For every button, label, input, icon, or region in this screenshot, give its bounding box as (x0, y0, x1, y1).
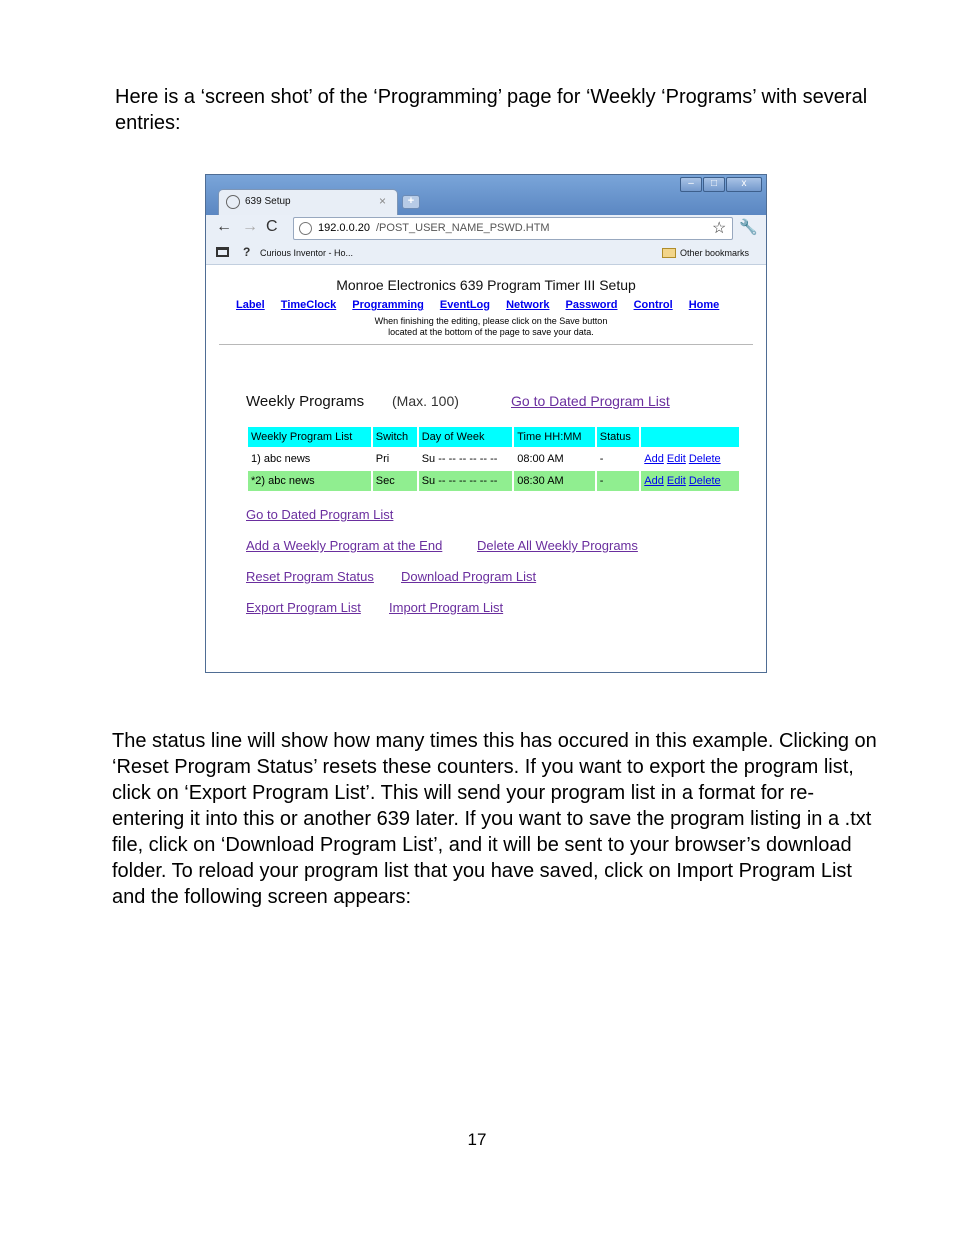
download-program-list-link[interactable]: Download Program List (401, 569, 537, 584)
tab-title: 639 Setup (245, 196, 291, 207)
cell-time: 08:30 AM (514, 471, 595, 491)
nav-network[interactable]: Network (506, 299, 550, 311)
cell-time: 08:00 AM (514, 449, 595, 469)
reset-program-status-link[interactable]: Reset Program Status (246, 569, 374, 584)
delete-link[interactable]: Delete (688, 453, 721, 465)
site-nav (236, 299, 719, 311)
wrench-icon[interactable]: 🔧 (739, 219, 758, 236)
col-header-actions (641, 427, 739, 447)
delete-all-weekly-link[interactable]: Delete All Weekly Programs (477, 538, 638, 553)
bookmarks-bar (206, 243, 766, 265)
cell-actions (641, 449, 739, 469)
browser-tab[interactable] (218, 189, 398, 215)
col-header-day: Day of Week (419, 427, 513, 447)
back-arrow-icon[interactable]: ← (216, 218, 232, 235)
cell-days: Su -- -- -- -- -- -- (419, 449, 513, 469)
minimize-button[interactable]: – (680, 177, 702, 192)
table-row (248, 471, 739, 491)
url-host: 192.0.0.20 (318, 222, 370, 234)
goto-dated-link[interactable]: Go to Dated Program List (246, 507, 394, 522)
goto-dated-link-top[interactable]: Go to Dated Program List (511, 393, 670, 409)
cell-switch: Pri (373, 449, 417, 469)
add-weekly-program-link[interactable]: Add a Weekly Program at the End (246, 538, 443, 553)
save-note-line1: When finishing the editing, please click on the Save button (374, 316, 608, 326)
page-title: Monroe Electronics 639 Program Timer III Setup (336, 277, 636, 293)
col-header-status: Status (597, 427, 640, 447)
delete-link[interactable]: Delete (688, 475, 721, 487)
browser-window (205, 174, 767, 673)
tab-close-icon[interactable]: × (379, 194, 387, 208)
folder-icon (662, 248, 676, 258)
page-number: 17 (467, 1130, 487, 1149)
cell-status: - (597, 471, 640, 491)
export-program-list-link[interactable]: Export Program List (246, 600, 361, 615)
edit-link[interactable]: Edit (666, 453, 686, 465)
nav-home[interactable]: Home (688, 299, 720, 311)
intro-paragraph: Here is a ‘screen shot’ of the ‘Programming’ page for ‘Weekly ‘Programs’ with several entries: (115, 86, 868, 134)
globe-icon (226, 195, 240, 209)
col-header-program: Weekly Program List (248, 427, 371, 447)
cell-program: 1) abc news (248, 449, 371, 469)
close-window-button[interactable]: x (726, 177, 762, 192)
table-header-row (248, 427, 739, 447)
help-icon: ? (243, 245, 251, 259)
table-row (248, 449, 739, 469)
cell-switch: Sec (373, 471, 417, 491)
new-tab-button[interactable]: + (402, 195, 420, 209)
cell-days: Su -- -- -- -- -- -- (419, 471, 513, 491)
nav-password[interactable]: Password (565, 299, 618, 311)
nav-control[interactable]: Control (633, 299, 673, 311)
divider (219, 344, 753, 345)
bookmark-star-icon[interactable]: ☆ (712, 220, 727, 237)
nav-timeclock[interactable]: TimeClock (280, 299, 337, 311)
nav-eventlog[interactable]: EventLog (439, 299, 490, 311)
nav-programming[interactable]: Programming (352, 299, 424, 311)
address-bar[interactable] (293, 217, 733, 240)
browser-toolbar (206, 215, 766, 243)
weekly-program-table (246, 425, 741, 493)
browser-titlebar (206, 175, 766, 215)
other-bookmarks[interactable]: Other bookmarks (680, 248, 750, 258)
nav-label[interactable]: Label (236, 299, 265, 311)
col-header-time: Time HH:MM (514, 427, 595, 447)
weekly-programs-heading: Weekly Programs (246, 393, 365, 410)
cell-actions (641, 471, 739, 491)
globe-icon (299, 222, 312, 235)
maximize-button[interactable]: □ (703, 177, 725, 192)
add-link[interactable]: Add (644, 475, 664, 487)
url-path: /POST_USER_NAME_PSWD.HTM (376, 222, 550, 234)
col-header-switch: Switch (373, 427, 417, 447)
import-program-list-link[interactable]: Import Program List (389, 600, 504, 615)
reload-icon[interactable]: C (266, 218, 278, 235)
save-note-line2: located at the bottom of the page to save your data. (388, 327, 594, 337)
weekly-programs-max: (Max. 100) (392, 393, 459, 409)
bookmark-curious-inventor[interactable]: Curious Inventor - Ho... (260, 248, 354, 258)
apps-icon[interactable] (216, 247, 229, 257)
cell-status: - (597, 449, 640, 469)
add-link[interactable]: Add (644, 453, 664, 465)
body-paragraph: The status line will show how many times this has occured in this example. Clicking on ‘Reset Program Status’ resets these counters. If you want to export the program list, click on ‘Export Program List’. This will send your program list in a format for re-entering it into this or another 639 later. If you want to save the program listing in a .txt file, click on ‘Download Program List’, and it will be sent to your browser’s download folder. To reload your program list that you have saved, click on Import Program List and the following screen appears: (112, 730, 877, 908)
cell-program: *2) abc news (248, 471, 371, 491)
forward-arrow-icon[interactable]: → (242, 218, 258, 235)
edit-link[interactable]: Edit (666, 475, 686, 487)
